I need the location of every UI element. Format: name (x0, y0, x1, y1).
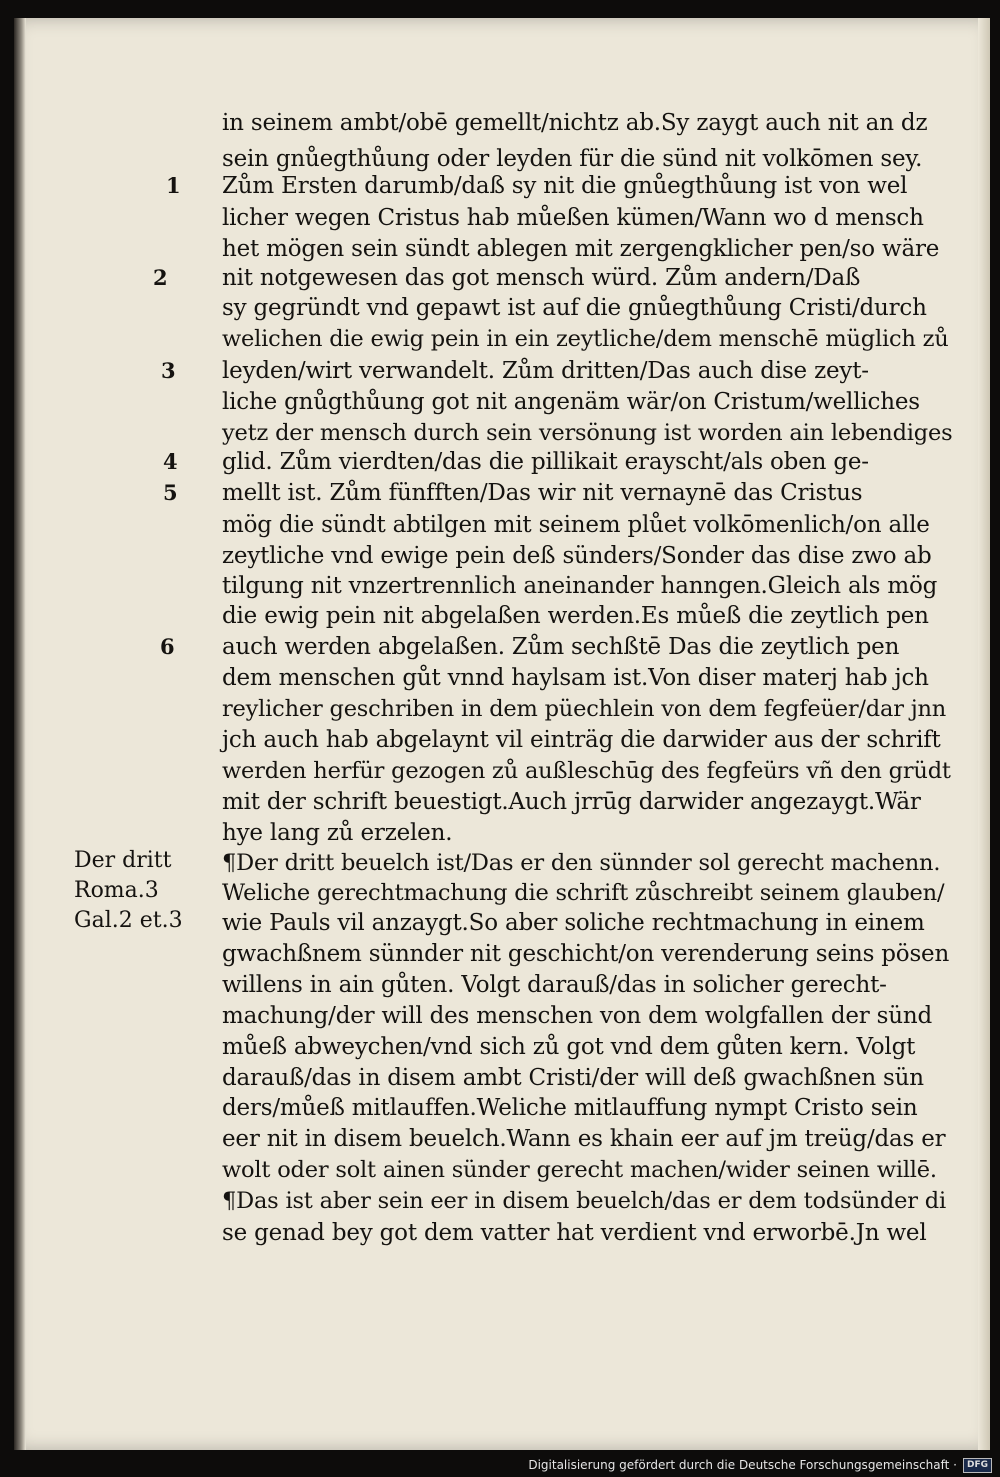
text-line: sein gnůegthůung oder leyden für die sünd nit volkōmen sey. (222, 146, 923, 172)
text-line: welichen die ewig pein in ein zeytliche/dem menschē müglich zů (222, 326, 949, 352)
margin-number: 6 (160, 634, 175, 659)
text-line: liche gnůgthůung got nit angenäm wär/on Cristum/welliches (222, 389, 920, 415)
margin-note: Gal.2 et.3 (74, 908, 183, 933)
text-line: mellt ist. Zům fünfften/Das wir nit vernaynē das Cristus (222, 480, 863, 506)
page-right-edge (978, 18, 990, 1450)
digitization-credit (528, 1456, 992, 1474)
text-line: Zům Ersten darumb/daß sy nit die gnůegthůung ist von wel (222, 173, 908, 199)
text-line: reylicher geschriben in dem püechlein von dem fegfeüer/dar jnn (222, 696, 947, 722)
text-line: het mögen sein sündt ablegen mit zergengklicher pen/so wäre (222, 236, 940, 262)
text-line: sy gegründt vnd gepawt ist auf die gnůegthůung Cristi/durch (222, 295, 927, 321)
text-line: mit der schrift beuestigt.Auch jrrūg darwider angezaygt.Wär (222, 789, 921, 815)
text-line: machung/der will des menschen von dem wolgfallen der sünd (222, 1003, 933, 1029)
text-line: tilgung nit vnzertrennlich aneinander hanngen.Gleich als mög (222, 573, 938, 599)
margin-number: 2 (153, 265, 168, 290)
margin-number: 1 (166, 173, 181, 198)
text-line: darauß/das in disem ambt Cristi/der will deß gwachßnen sün (222, 1065, 924, 1091)
text-line: in seinem ambt/obē gemellt/nichtz ab.Sy zaygt auch nit an dz (222, 110, 928, 136)
margin-note: Der dritt (74, 848, 172, 873)
page-binding-shadow (14, 18, 26, 1450)
text-line: zeytliche vnd ewige pein deß sünders/Sonder das dise zwo ab (222, 543, 932, 569)
text-line: willens in ain gůten. Volgt darauß/das in solicher gerecht- (222, 972, 887, 998)
text-line: glid. Zům vierdten/das die pillikait erayscht/als oben ge- (222, 449, 869, 475)
text-line: wie Pauls vil anzaygt.So aber soliche rechtmachung in einem (222, 910, 925, 936)
text-line: yetz der mensch durch sein versönung ist worden ain lebendiges (222, 420, 953, 446)
text-line: gwachßnem sünnder nit geschicht/on verenderung seins pösen (222, 941, 950, 967)
margin-number: 3 (161, 358, 176, 383)
text-line: ¶Der dritt beuelch ist/Das er den sünnder sol gerecht machenn. (222, 850, 941, 876)
text-line: se genad bey got dem vatter hat verdient vnd erworbē.Jn wel (222, 1220, 927, 1246)
text-line: eer nit in disem beuelch.Wann es khain eer auf jm treüg/das er (222, 1126, 946, 1152)
margin-number: 4 (163, 449, 178, 474)
text-line: nit notgewesen das got mensch würd. Zům andern/Daß (222, 265, 861, 291)
text-line: hye lang zů erzelen. (222, 820, 453, 846)
credit-text: Digitalisierung gefördert durch die Deutsche Forschungsgemeinschaft · (528, 1458, 957, 1472)
text-line: die ewig pein nit abgelaßen werden.Es můeß die zeytlich pen (222, 603, 929, 629)
text-line: jch auch hab abgelaynt vil einträg die darwider aus der schrift (222, 727, 941, 753)
text-line: werden herfür gezogen zů außleschūg des fegfeürs vñ den grüdt (222, 758, 951, 784)
text-line: můeß abweychen/vnd sich zů got vnd dem gůten kern. Volgt (222, 1034, 916, 1060)
text-line: mög die sündt abtilgen mit seinem plůet volkōmenlich/on alle (222, 512, 930, 538)
text-line: Weliche gerechtmachung die schrift zůschreibt seinem glauben/ (222, 880, 945, 906)
text-line: wolt oder solt ainen sünder gerecht machen/wider seinen willē. (222, 1157, 937, 1183)
text-line: auch werden abgelaßen. Zům sechßtē Das die zeytlich pen (222, 634, 900, 660)
margin-note: Roma.3 (74, 878, 159, 903)
margin-number: 5 (163, 480, 178, 505)
text-line: licher wegen Cristus hab můeßen kümen/Wann wo d mensch (222, 205, 924, 231)
text-line: dem menschen gůt vnnd haylsam ist.Von diser materj hab jch (222, 665, 929, 691)
text-line: ¶Das ist aber sein eer in disem beuelch/das er dem todsünder di (222, 1188, 946, 1214)
dfg-logo: DFG (963, 1458, 992, 1473)
text-line: ders/můeß mitlauffen.Weliche mitlauffung nympt Cristo sein (222, 1095, 918, 1121)
text-line: leyden/wirt verwandelt. Zům dritten/Das auch dise zeyt- (222, 358, 869, 384)
